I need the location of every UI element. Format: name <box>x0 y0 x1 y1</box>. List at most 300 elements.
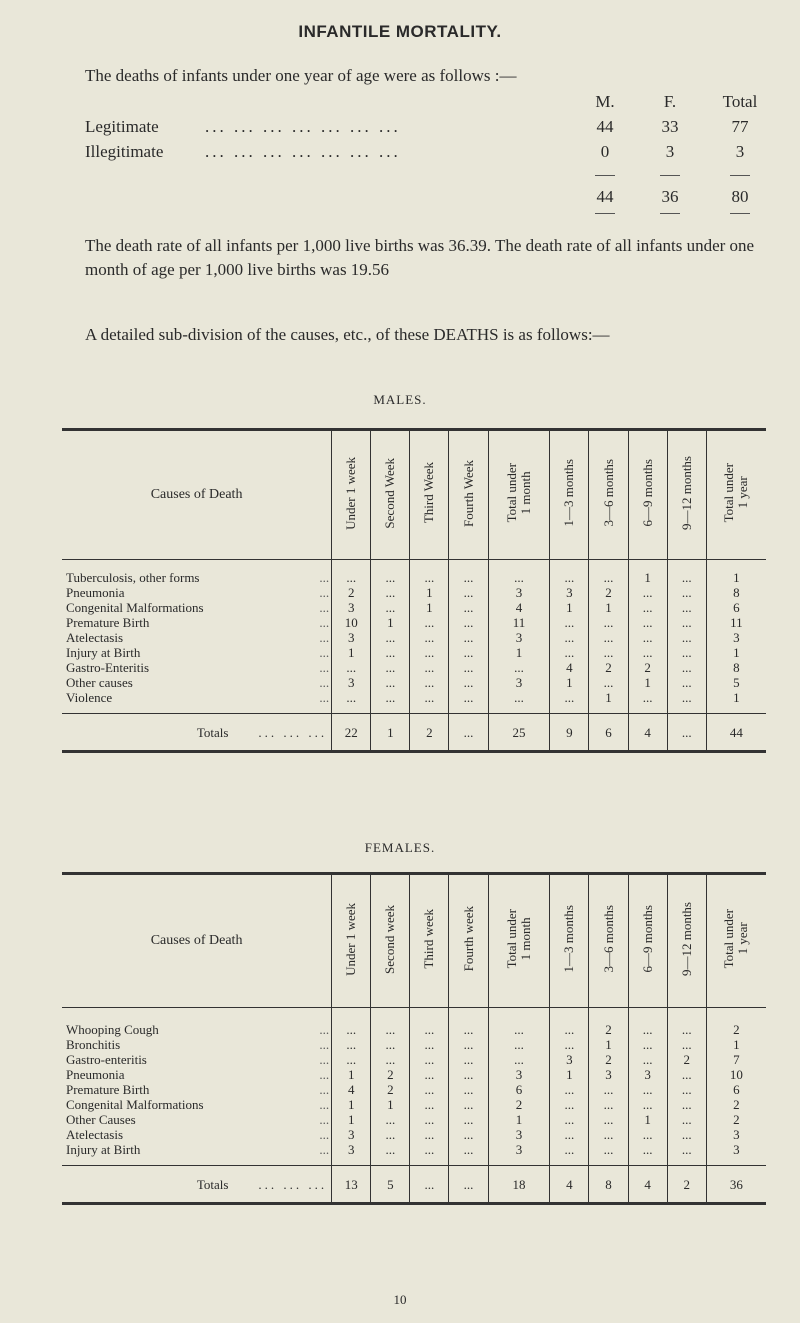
value-cell: ... <box>667 630 706 645</box>
value-cell: ... <box>410 630 449 645</box>
value-cell: ... <box>410 1022 449 1037</box>
value-cell: 2 <box>667 1052 706 1067</box>
cause-cell: Gastro-enteritis ... <box>66 1052 330 1067</box>
leader-dots: ... ... ... ... ... ... ... <box>205 142 401 161</box>
table-row <box>62 630 766 645</box>
value-cell: ... <box>488 1052 550 1067</box>
value-cell: ... <box>667 690 706 705</box>
value-cell: ... <box>488 690 550 705</box>
cause-cell: Pneumonia ... <box>66 585 330 600</box>
value-cell: ... <box>628 1097 667 1112</box>
value-cell: ... <box>488 1022 550 1037</box>
table-row <box>62 585 766 600</box>
value-cell: ... <box>589 1082 628 1097</box>
value-cell: ... <box>667 645 706 660</box>
total-cell: 22 <box>332 714 371 752</box>
total-cell: ... <box>449 1166 488 1204</box>
value-cell: 3 <box>332 675 371 690</box>
summary-row-label: Illegitimate <box>85 142 164 161</box>
value-cell: 3 <box>332 630 371 645</box>
column-header: 6—9 months <box>639 905 655 973</box>
value-cell: ... <box>628 615 667 630</box>
value-cell: 3 <box>488 1142 550 1157</box>
value-cell: 8 <box>706 585 766 600</box>
value-cell: 3 <box>332 1142 371 1157</box>
value-cell: 2 <box>371 1082 410 1097</box>
column-header: Second Week <box>382 457 398 529</box>
column-header: Third week <box>421 909 437 969</box>
value-cell: ... <box>449 570 488 585</box>
leader-dots: ... <box>319 1052 330 1067</box>
value-cell: ... <box>667 1037 706 1052</box>
cause-cell: Whooping Cough ... <box>66 1022 330 1037</box>
value-cell: ... <box>449 1037 488 1052</box>
value-cell: ... <box>628 645 667 660</box>
value-cell: ... <box>449 1142 488 1157</box>
value-cell: ... <box>371 585 410 600</box>
value-cell: 1 <box>488 1112 550 1127</box>
females-heading: FEMALES. <box>364 840 436 855</box>
value-cell: ... <box>410 1142 449 1157</box>
value-cell: ... <box>371 675 410 690</box>
leader-dots: ... <box>319 630 330 645</box>
leader-dots: ... <box>319 585 330 600</box>
rule <box>595 175 615 176</box>
table-row <box>62 1052 766 1067</box>
value-cell: ... <box>371 570 410 585</box>
cause-header: Causes of Death <box>150 933 243 948</box>
value-cell: 7 <box>706 1052 766 1067</box>
leader-dots: ... <box>319 1022 330 1037</box>
total-cell: 4 <box>628 1166 667 1204</box>
value-cell: ... <box>628 600 667 615</box>
cause-cell: Bronchitis ... <box>66 1037 330 1052</box>
value-cell: ... <box>449 600 488 615</box>
cause-cell: Injury at Birth ... <box>66 645 330 660</box>
column-header: Under 1 week <box>343 902 359 976</box>
column-header: Under 1 week <box>343 456 359 530</box>
total-cell: 1 <box>371 714 410 752</box>
totals-label: Totals ... ... ... <box>196 724 328 740</box>
table-row <box>62 660 766 675</box>
cause-cell: Atelectasis ... <box>66 630 330 645</box>
column-header: 9—12 months <box>678 455 694 531</box>
value-cell: 3 <box>488 630 550 645</box>
spacer-row <box>62 1157 766 1166</box>
total-cell: 13 <box>332 1166 371 1204</box>
value-cell: ... <box>371 600 410 615</box>
value-cell: 1 <box>371 1097 410 1112</box>
leader-dots: ... <box>319 660 330 675</box>
value-cell: ... <box>449 615 488 630</box>
value-cell: 2 <box>589 660 628 675</box>
value-cell: ... <box>589 630 628 645</box>
summary-total-total: 80 <box>731 187 749 206</box>
leader-dots: ... <box>319 690 330 705</box>
value-cell: ... <box>410 645 449 660</box>
value-cell: ... <box>589 645 628 660</box>
value-cell: 2 <box>589 1052 628 1067</box>
leader-dots: ... <box>319 570 330 585</box>
value-cell: ... <box>371 1052 410 1067</box>
value-cell: 3 <box>488 585 550 600</box>
value-cell: 3 <box>589 1067 628 1082</box>
table-row <box>62 690 766 705</box>
table-row <box>62 645 766 660</box>
value-cell: 10 <box>332 615 371 630</box>
total-cell: 9 <box>550 714 589 752</box>
value-cell: ... <box>449 675 488 690</box>
value-cell: ... <box>550 645 589 660</box>
value-cell: 2 <box>371 1067 410 1082</box>
value-cell: 1 <box>628 1112 667 1127</box>
total-cell: 44 <box>706 714 766 752</box>
value-cell: ... <box>628 1127 667 1142</box>
value-cell: ... <box>667 1082 706 1097</box>
leader-dots: ... ... ... ... ... ... ... <box>205 117 401 136</box>
totals-row <box>62 714 766 752</box>
cause-cell: Premature Birth ... <box>66 1082 330 1097</box>
value-cell: ... <box>589 570 628 585</box>
value-cell: 1 <box>628 570 667 585</box>
column-header: Third Week <box>421 462 437 524</box>
value-cell: ... <box>410 1127 449 1142</box>
value-cell: 1 <box>628 675 667 690</box>
value-cell: ... <box>410 1082 449 1097</box>
column-header: 1—3 months <box>561 459 577 527</box>
leader-dots: ... <box>319 615 330 630</box>
value-cell: 11 <box>488 615 550 630</box>
total-cell: ... <box>667 714 706 752</box>
value-cell: 1 <box>371 615 410 630</box>
column-header: Fourth week <box>460 906 476 972</box>
column-header: Fourth Week <box>460 459 476 527</box>
cause-cell: Other Causes ... <box>66 1112 330 1127</box>
value-cell: 1 <box>589 600 628 615</box>
value-cell: ... <box>667 600 706 615</box>
rate-text: The death rate of all infants per 1,000 live births was 36.39. The death rate of all infants under one month of age per 1,000 live births was 19.56 <box>85 236 755 279</box>
value-cell: ... <box>667 1097 706 1112</box>
summary-table <box>0 92 800 222</box>
value-cell: ... <box>550 1037 589 1052</box>
summary-cell: 77 <box>731 117 749 136</box>
value-cell: 3 <box>706 1142 766 1157</box>
spacer-row <box>62 1008 766 1023</box>
value-cell: 1 <box>706 1037 766 1052</box>
table-row <box>62 675 766 690</box>
summary-row-label: Legitimate <box>85 117 159 136</box>
value-cell: ... <box>628 1082 667 1097</box>
value-cell: ... <box>449 645 488 660</box>
value-cell: ... <box>667 1142 706 1157</box>
total-cell: 2 <box>410 714 449 752</box>
cause-cell: Gastro-Enteritis ... <box>66 660 330 675</box>
table-row <box>62 1037 766 1052</box>
value-cell: ... <box>488 660 550 675</box>
value-cell: ... <box>667 1112 706 1127</box>
cause-cell: Premature Birth ... <box>66 615 330 630</box>
value-cell: 3 <box>332 600 371 615</box>
page-title: INFANTILE MORTALITY. <box>298 22 502 41</box>
value-cell: ... <box>371 630 410 645</box>
value-cell: ... <box>589 1127 628 1142</box>
value-cell: ... <box>589 675 628 690</box>
value-cell: 2 <box>589 585 628 600</box>
leader-dots: ... <box>319 675 330 690</box>
rule <box>730 213 750 214</box>
value-cell: ... <box>410 615 449 630</box>
value-cell: ... <box>550 615 589 630</box>
value-cell: ... <box>550 1082 589 1097</box>
value-cell: ... <box>410 675 449 690</box>
value-cell: ... <box>410 1112 449 1127</box>
value-cell: ... <box>550 1127 589 1142</box>
value-cell: 3 <box>488 1067 550 1082</box>
value-cell: 6 <box>706 1082 766 1097</box>
total-cell: 6 <box>589 714 628 752</box>
value-cell: ... <box>332 1022 371 1037</box>
value-cell: ... <box>589 1112 628 1127</box>
column-header: Total under 1 month <box>503 463 533 523</box>
value-cell: ... <box>371 1127 410 1142</box>
value-cell: 10 <box>706 1067 766 1082</box>
summary-header-m: M. <box>595 92 615 111</box>
table-row <box>62 1097 766 1112</box>
value-cell: ... <box>410 1037 449 1052</box>
value-cell: 2 <box>706 1112 766 1127</box>
value-cell: ... <box>667 660 706 675</box>
value-cell: ... <box>332 1037 371 1052</box>
cause-cell: Other causes ... <box>66 675 330 690</box>
value-cell: 1 <box>332 1112 371 1127</box>
value-cell: ... <box>550 1112 589 1127</box>
value-cell: 4 <box>550 660 589 675</box>
value-cell: ... <box>332 570 371 585</box>
value-cell: ... <box>628 1022 667 1037</box>
column-header: 3—6 months <box>600 905 616 973</box>
value-cell: 1 <box>706 570 766 585</box>
table-row <box>62 570 766 585</box>
value-cell: 1 <box>332 645 371 660</box>
value-cell: 1 <box>410 600 449 615</box>
leader-dots: ... <box>319 1112 330 1127</box>
value-cell: ... <box>371 1037 410 1052</box>
value-cell: 3 <box>332 1127 371 1142</box>
total-cell: ... <box>410 1166 449 1204</box>
table-row <box>62 1082 766 1097</box>
spacer-row <box>62 560 766 571</box>
value-cell: ... <box>371 645 410 660</box>
value-cell: ... <box>449 1082 488 1097</box>
column-header: Second week <box>382 904 398 974</box>
value-cell: 11 <box>706 615 766 630</box>
rule <box>660 175 680 176</box>
males-heading: MALES. <box>373 392 427 407</box>
value-cell: 3 <box>550 1052 589 1067</box>
spacer-row <box>62 705 766 714</box>
totals-label: Totals ... ... ... <box>196 1176 328 1192</box>
leader-dots: ... <box>319 1097 330 1112</box>
value-cell: ... <box>449 630 488 645</box>
value-cell: 3 <box>706 1127 766 1142</box>
value-cell: ... <box>371 660 410 675</box>
value-cell: 3 <box>488 1127 550 1142</box>
leader-dots: ... <box>319 645 330 660</box>
value-cell: 2 <box>332 585 371 600</box>
total-cell: 4 <box>628 714 667 752</box>
value-cell: 3 <box>706 630 766 645</box>
value-cell: ... <box>667 675 706 690</box>
total-cell: 8 <box>589 1166 628 1204</box>
summary-cell: 3 <box>665 142 675 161</box>
value-cell: 6 <box>706 600 766 615</box>
summary-cell: 0 <box>600 142 610 161</box>
value-cell: 1 <box>332 1067 371 1082</box>
value-cell: 1 <box>589 1037 628 1052</box>
column-header: Total under 1 month <box>503 909 533 969</box>
leader-dots: ... ... ... <box>258 724 328 740</box>
value-cell: ... <box>628 690 667 705</box>
table-row <box>62 1022 766 1037</box>
males-table <box>62 428 766 753</box>
leader-dots: ... <box>319 1142 330 1157</box>
value-cell: 1 <box>550 600 589 615</box>
value-cell: ... <box>410 1097 449 1112</box>
value-cell: ... <box>550 1142 589 1157</box>
value-cell: ... <box>410 570 449 585</box>
cause-cell: Congenital Malformations ... <box>66 1097 330 1112</box>
value-cell: 1 <box>488 645 550 660</box>
summary-cell: 3 <box>735 142 745 161</box>
column-header: 3—6 months <box>600 459 616 527</box>
value-cell: 1 <box>706 645 766 660</box>
leader-dots: ... <box>319 1067 330 1082</box>
total-cell: 18 <box>488 1166 550 1204</box>
total-cell: 2 <box>667 1166 706 1204</box>
females-table <box>62 872 766 1205</box>
value-cell: ... <box>488 1037 550 1052</box>
value-cell: ... <box>449 1022 488 1037</box>
leader-dots: ... <box>319 1082 330 1097</box>
value-cell: ... <box>332 660 371 675</box>
totals-row <box>62 1166 766 1204</box>
value-cell: ... <box>410 1067 449 1082</box>
rule <box>660 213 680 214</box>
value-cell: ... <box>667 585 706 600</box>
value-cell: ... <box>667 570 706 585</box>
column-header: 1—3 months <box>561 905 577 973</box>
cause-cell: Tuberculosis, other forms ... <box>66 570 330 585</box>
value-cell: 4 <box>488 600 550 615</box>
value-cell: ... <box>667 1067 706 1082</box>
value-cell: ... <box>628 585 667 600</box>
rule <box>730 175 750 176</box>
table-row <box>62 615 766 630</box>
total-cell: ... <box>449 714 488 752</box>
value-cell: 1 <box>706 690 766 705</box>
value-cell: ... <box>371 1142 410 1157</box>
value-cell: ... <box>589 1097 628 1112</box>
column-header: 6—9 months <box>639 459 655 527</box>
value-cell: ... <box>449 660 488 675</box>
value-cell: ... <box>449 585 488 600</box>
column-header: Total under 1 year <box>721 463 751 523</box>
value-cell: 4 <box>332 1082 371 1097</box>
table-row <box>62 1127 766 1142</box>
intro-text: The deaths of infants under one year of age were as follows :— <box>85 66 517 85</box>
value-cell: 1 <box>410 585 449 600</box>
leader-dots: ... <box>319 1127 330 1142</box>
cause-cell: Violence ... <box>66 690 330 705</box>
value-cell: ... <box>410 660 449 675</box>
summary-total-m: 44 <box>596 187 614 206</box>
value-cell: 1 <box>589 690 628 705</box>
summary-total-f: 36 <box>661 187 679 206</box>
value-cell: ... <box>550 690 589 705</box>
value-cell: ... <box>449 1127 488 1142</box>
value-cell: 8 <box>706 660 766 675</box>
summary-header-f: F. <box>663 92 677 111</box>
table-row <box>62 600 766 615</box>
leader-dots: ... <box>319 600 330 615</box>
value-cell: ... <box>667 1022 706 1037</box>
value-cell: ... <box>449 1097 488 1112</box>
value-cell: 1 <box>550 675 589 690</box>
value-cell: ... <box>371 690 410 705</box>
leader-dots: ... ... ... <box>258 1176 328 1192</box>
value-cell: 2 <box>706 1022 766 1037</box>
value-cell: ... <box>550 570 589 585</box>
total-cell: 25 <box>488 714 550 752</box>
column-header: 9—12 months <box>678 901 694 977</box>
value-cell: ... <box>449 1067 488 1082</box>
cause-cell: Injury at Birth ... <box>66 1142 330 1157</box>
value-cell: ... <box>628 630 667 645</box>
value-cell: ... <box>449 1052 488 1067</box>
cause-cell: Atelectasis ... <box>66 1127 330 1142</box>
value-cell: ... <box>371 1112 410 1127</box>
leader-dots: ... <box>319 1037 330 1052</box>
value-cell: ... <box>488 570 550 585</box>
value-cell: 5 <box>706 675 766 690</box>
value-cell: 1 <box>550 1067 589 1082</box>
column-header: Total under 1 year <box>721 909 751 969</box>
value-cell: 3 <box>628 1067 667 1082</box>
value-cell: 2 <box>706 1097 766 1112</box>
summary-cell: 33 <box>661 117 679 136</box>
table-row <box>62 1142 766 1157</box>
value-cell: ... <box>449 1112 488 1127</box>
value-cell: 6 <box>488 1082 550 1097</box>
table-row <box>62 1067 766 1082</box>
value-cell: 1 <box>332 1097 371 1112</box>
value-cell: ... <box>449 690 488 705</box>
summary-cell: 44 <box>596 117 614 136</box>
cause-header: Causes of Death <box>150 487 243 502</box>
value-cell: ... <box>550 1097 589 1112</box>
value-cell: ... <box>550 1022 589 1037</box>
cause-cell: Pneumonia ... <box>66 1067 330 1082</box>
value-cell: 3 <box>550 585 589 600</box>
rule <box>595 213 615 214</box>
value-cell: 2 <box>628 660 667 675</box>
subdivision-text: A detailed sub-division of the causes, etc., of these DEATHS is as follows:— <box>85 325 610 344</box>
value-cell: 3 <box>488 675 550 690</box>
page-number: 10 <box>393 1292 407 1307</box>
value-cell: ... <box>332 690 371 705</box>
value-cell: 2 <box>589 1022 628 1037</box>
value-cell: ... <box>589 615 628 630</box>
